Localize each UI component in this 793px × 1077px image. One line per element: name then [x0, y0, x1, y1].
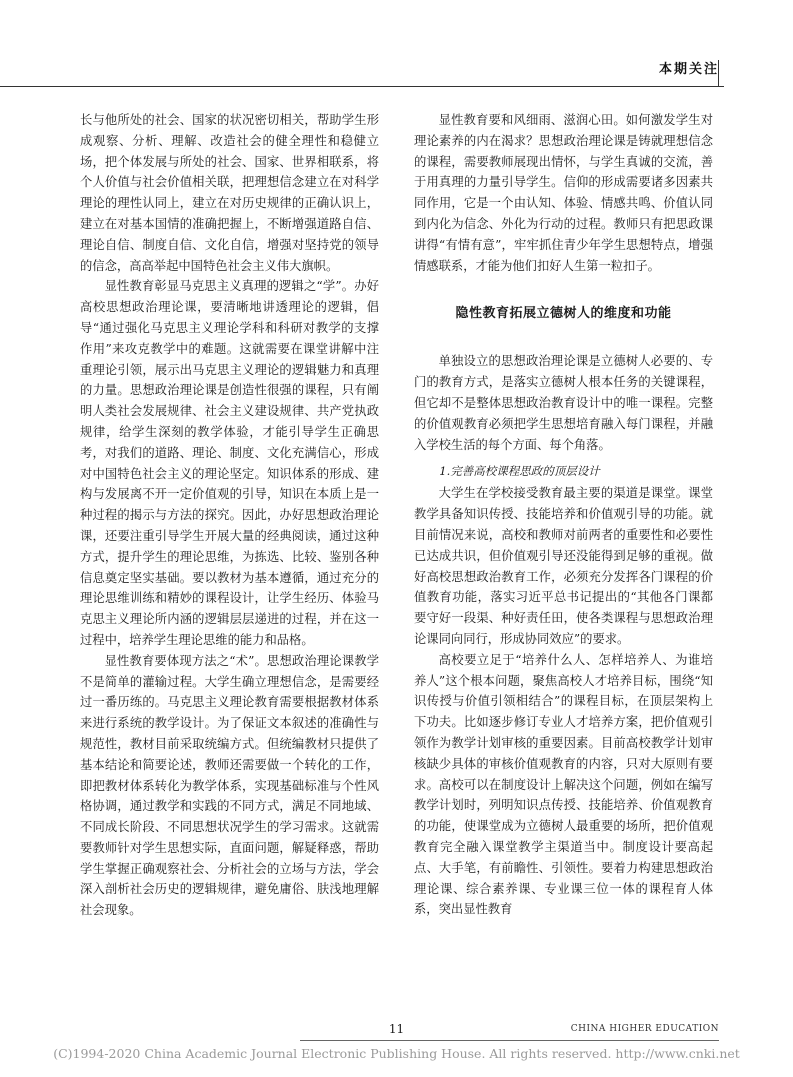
footer-rule [300, 1040, 719, 1041]
paragraph: 显性教育要和风细雨、滋润心田。如何激发学生对理论素养的内在渴求？思想政治理论课是铸就理想信念的课程，需要教师展现出情怀，与学生真诚的交流，善于用真理的力量引导学生。信仰的形成需要诸多因素共同作用，它是一个由认知、体验、情感共鸣、价值认同到内化为信念、外化为行动的过程。教师只有把思政课讲得“有情有意”，牢牢抓住青少年学生思想特点，增强情感联系，才能为他们扣好人生第一粒扣子。 [414, 113, 713, 273]
paragraph: 显性教育要体现方法之“术”。思想政治理论课教学不是简单的灌输过程。大学生确立理想信念，是需要经过一番历练的。马克思主义理论教育需要根据教材体系来进行系统的教学设计。为了保证文本叙述的准确性与规范性，教材目前采取统编方式。但统编教材只提供了基本结论和简要论述，教师还需要做一个转化的工作，即把教材体系转化为教学体系，实现基础标准与个性风格协调，通过教学和实践的不同方式，满足不同地域、不同成长阶段、不同思想状况学生的学习需求。这就需要教师针对学生思想实际，直面问题，解疑释惑，帮助学生掌握正确观察社会、分析社会的立场与方法，学会深入剖析社会历史的逻辑规律，避免庸俗、肤浅地理解社会现象。 [80, 653, 379, 918]
paragraph: 大学生在学校接受教育最主要的渠道是课堂。课堂教学具备知识传授、技能培养和价值观引导的功能。就目前情况来说，高校和教师对前两者的重要性和必要性已达成共识，但价值观引导还没能得到足够的重视。做好高校思想政治教育工作，必须充分发挥各门课程的价值教育功能，落实习近平总书记提出的“其他各门课都要守好一段渠、种好责任田，使各类课程与思想政治理论课同向同行，形成协同效应”的要求。 [414, 486, 713, 646]
column-tag: 本期关注 [658, 62, 719, 77]
paragraph: 高校要立足于“培养什么人、怎样培养人、为谁培养人”这个根本问题，聚焦高校人才培养目标，围绕“知识传授与价值引领相结合”的课程目标，在顶层架构上下功夫。比如逐步修订专业人才培养方案，把价值观引领作为教学计划审核的重要因素。目前高校教学计划审核缺少具体的审核价值观教育的内容，只对大原则有要求。高校可以在制度设计上解决这个问题，例如在编写教学计划时，列明知识点传授、技能培养、价值观教育的功能，使课堂成为立德树人最重要的场所，把价值观教育完全融入课堂教学主渠道当中。制度设计要高起点、大手笔，有前瞻性、引领性。要着力构建思想政治理论课、综合素养课、专业课三位一体的课程育人体系，突出显性教育 [414, 652, 713, 917]
copyright-notice: (C)1994-2020 China Academic Journal Electronic Publishing House. All rights reserved. http://www.cnki.net [53, 1046, 740, 1061]
paragraph: 长与他所处的社会、国家的状况密切相关，帮助学生形成观察、分析、理解、改造社会的健全理性和稳健立场，把个体发展与所处的社会、国家、世界相联系，将个人价值与社会价值相关联，把理想信念建立在对科学理论的理性认同上，建立在对历史规律的正确认识上，建立在对基本国情的准确把握上，不断增强道路自信、理论自信、制度自信、文化自信，增强对坚持党的领导的信念，高高举起中国特色社会主义伟大旗帜。 [80, 113, 379, 273]
page-number: 11 [388, 1022, 405, 1036]
right-column [414, 110, 713, 920]
paragraph: 单独设立的思想政治理论课是立德树人必要的、专门的教育方式，是落实立德树人根本任务的关键课程，但它却不是整体思想政治教育设计中的唯一课程。完整的价值观教育必须把学生思想培育融入每门课程，并融入学校生活的每个方面、每个角落。 [414, 354, 713, 452]
left-column [80, 110, 379, 921]
paragraph: 显性教育彰显马克思主义真理的逻辑之“学”。办好高校思想政治理论课，要清晰地讲透理论的逻辑，倡导“通过强化马克思主义理论学科和科研对教学的支撑作用”来攻克教学中的难题。这就需要在课堂讲解中注重理论引领，展示出马克思主义理论的逻辑魅力和真理的力量。思想政治理论课是创造性很强的课程，只有阐明人类社会发展规律、社会主义建设规律、共产党执政规律，给学生深刻的教学体验，才能引导学生正确思考，对我们的道路、理论、制度、文化充满信心，形成对中国特色社会主义的理论坚定。知识体系的形成、建构与发展离不开一定价值观的引导，知识在本质上是一种过程的揭示与方法的探究。因此，办好思想政治理论课，还要注重引导学生开展大量的经典阅读，通过这种方式，提升学生的理论思维，为拣选、比较、鉴别各种信息奠定坚实基础。要以教材为基本遵循，通过充分的理论思维训练和精妙的课程设计，让学生经历、体验马克思主义理论所内涵的逻辑层层递进的过程，并在这一过程中，培养学生理论思维的能力和品格。 [80, 279, 379, 647]
header-rule [0, 86, 724, 87]
journal-name: CHINA HIGHER EDUCATION [570, 1024, 719, 1034]
section-heading: 隐性教育拓展立德树人的维度和功能 [455, 306, 672, 322]
subsection-heading: 1.完善高校课程思政的顶层设计 [439, 464, 600, 479]
